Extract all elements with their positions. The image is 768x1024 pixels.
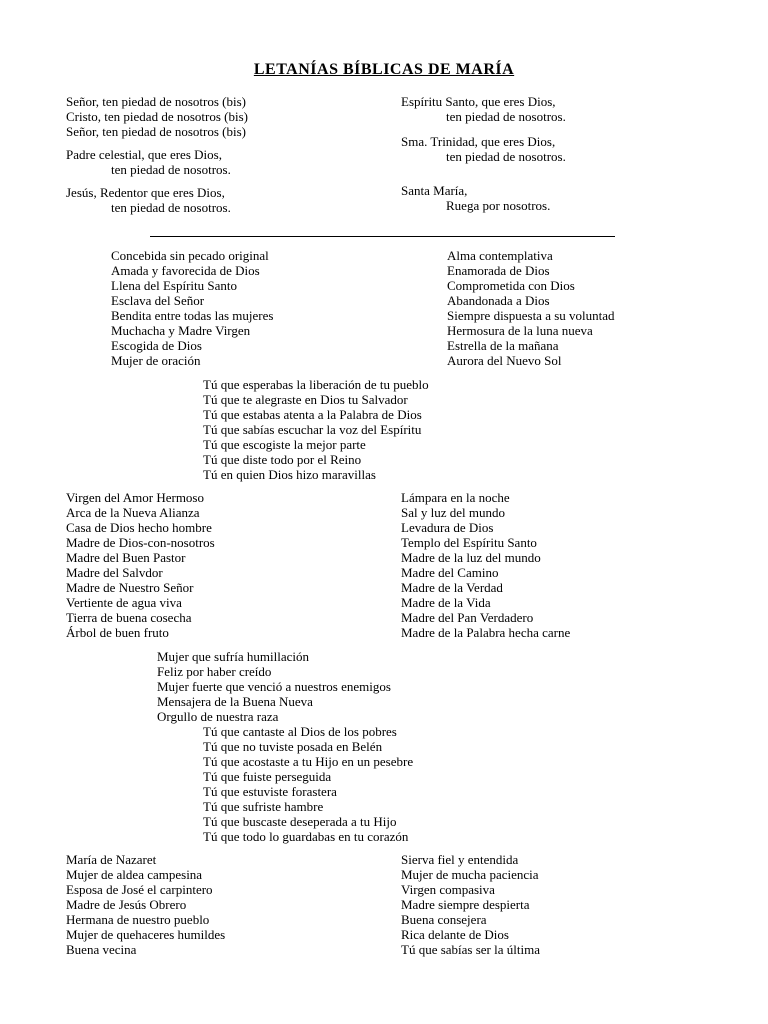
invocation-line: Sma. Trinidad, que eres Dios,	[401, 134, 556, 149]
litany-item: Casa de Dios hecho hombre	[66, 520, 212, 535]
litany-item: Madre siempre despierta	[401, 897, 530, 912]
litany-item: Enamorada de Dios	[447, 263, 550, 278]
section1-left	[111, 248, 273, 368]
litany-item: Mujer de oración	[111, 353, 201, 368]
litany-item: Levadura de Dios	[401, 520, 494, 535]
litany-item: Tú que buscaste deseperada a tu Hijo	[203, 814, 397, 829]
litany-item: Estrella de la mañana	[447, 338, 559, 353]
litany-item: Siempre dispuesta a su voluntad	[447, 308, 615, 323]
litany-item: Mujer de quehaceres humildes	[66, 927, 226, 942]
litany-item: Vertiente de agua viva	[66, 595, 182, 610]
invocation-line: Padre celestial, que eres Dios,	[66, 147, 222, 162]
litany-item: Madre de la Palabra hecha carne	[401, 625, 571, 640]
intro-right	[401, 94, 566, 213]
litany-item: Amada y favorecida de Dios	[111, 263, 260, 278]
litany-item: Tú que acostaste a tu Hijo en un pesebre	[203, 754, 414, 769]
document-title: LETANÍAS BÍBLICAS DE MARÍA	[253, 61, 515, 78]
litany-item: Esposa de José el carpintero	[66, 882, 213, 897]
litany-item: Tú que sabías escuchar la voz del Espíritu	[203, 422, 422, 437]
litany-item: Árbol de buen fruto	[66, 625, 169, 640]
litany-item: Escogida de Dios	[111, 338, 202, 353]
litany-item: Madre de la luz del mundo	[401, 550, 541, 565]
section3-left	[66, 490, 215, 640]
litany-item: Tú que escogiste la mejor parte	[203, 437, 366, 452]
litany-item: Tú que esperabas la liberación de tu pueblo	[203, 377, 429, 392]
litany-item: Madre de la Vida	[401, 595, 491, 610]
litany-item: Concebida sin pecado original	[111, 248, 269, 263]
invocation-line: Espíritu Santo, que eres Dios,	[401, 94, 556, 109]
litany-item: Tú que estabas atenta a la Palabra de Dios	[203, 407, 422, 422]
section-divider	[150, 236, 615, 237]
response-line: ten piedad de nosotros.	[111, 200, 231, 215]
litany-item: Madre de Nuestro Señor	[66, 580, 194, 595]
litany-item: Mensajera de la Buena Nueva	[157, 694, 313, 709]
litany-item: Madre de Jesús Obrero	[66, 897, 187, 912]
litany-item: Hermana de nuestro pueblo	[66, 912, 210, 927]
litany-item: Templo del Espíritu Santo	[401, 535, 537, 550]
invocation-line: Jesús, Redentor que eres Dios,	[66, 185, 225, 200]
litany-item: Madre de Dios-con-nosotros	[66, 535, 215, 550]
litany-item: Arca de la Nueva Alianza	[66, 505, 200, 520]
litany-item: Feliz por haber creído	[157, 664, 272, 679]
litany-item: Esclava del Señor	[111, 293, 205, 308]
litany-item: Tú que estuviste forastera	[203, 784, 337, 799]
invocation-line: Señor, ten piedad de nosotros (bis)	[66, 124, 247, 139]
litany-item: Madre del Buen Pastor	[66, 550, 186, 565]
litany-item: María de Nazaret	[66, 852, 157, 867]
litany-item: Rica delante de Dios	[401, 927, 509, 942]
section6-left	[66, 852, 225, 957]
litany-item: Comprometida con Dios	[447, 278, 575, 293]
section1-right	[447, 248, 615, 368]
litany-item: Madre del Pan Verdadero	[401, 610, 534, 625]
litany-item: Sierva fiel y entendida	[401, 852, 519, 867]
litany-item: Tú en quien Dios hizo maravillas	[203, 467, 376, 482]
litany-item: Madre del Salvdor	[66, 565, 163, 580]
response-line: ten piedad de nosotros.	[111, 162, 231, 177]
litany-item: Virgen compasiva	[401, 882, 495, 897]
litany-item: Madre de la Verdad	[401, 580, 503, 595]
litany-item: Llena del Espíritu Santo	[111, 278, 238, 293]
section6-right	[401, 852, 540, 957]
litany-item: Tierra de buena cosecha	[66, 610, 192, 625]
litany-item: Muchacha y Madre Virgen	[111, 323, 251, 338]
litany-item: Tú que fuiste perseguida	[203, 769, 332, 784]
response-line: Ruega por nosotros.	[446, 198, 551, 213]
litany-item: Tú que sabías ser la última	[401, 942, 540, 957]
litany-item: Tú que sufriste hambre	[203, 799, 324, 814]
litany-item: Buena vecina	[66, 942, 137, 957]
invocation-line: Cristo, ten piedad de nosotros (bis)	[66, 109, 248, 124]
litany-item: Abandonada a Dios	[447, 293, 550, 308]
litany-item: Aurora del Nuevo Sol	[447, 353, 562, 368]
litany-item: Tú que cantaste al Dios de los pobres	[203, 724, 397, 739]
invocation-line: Santa María,	[401, 183, 468, 198]
litany-item: Lámpara en la noche	[401, 490, 510, 505]
litany-item: Tú que diste todo por el Reino	[203, 452, 362, 467]
section3-right	[401, 490, 570, 640]
section5	[203, 724, 413, 844]
litany-item: Bendita entre todas las mujeres	[111, 308, 274, 323]
litany-item: Orgullo de nuestra raza	[157, 709, 279, 724]
section4	[157, 649, 391, 724]
section2	[203, 377, 429, 482]
litany-item: Tú que te alegraste en Dios tu Salvador	[203, 392, 408, 407]
litany-item: Virgen del Amor Hermoso	[66, 490, 204, 505]
response-line: ten piedad de nosotros.	[446, 149, 566, 164]
litany-item: Mujer que sufría humillación	[157, 649, 309, 664]
litany-item: Mujer fuerte que venció a nuestros enemigos	[157, 679, 391, 694]
litany-item: Hermosura de la luna nueva	[447, 323, 593, 338]
litany-item: Madre del Camino	[401, 565, 499, 580]
litany-item: Mujer de aldea campesina	[66, 867, 203, 882]
litany-item: Buena consejera	[401, 912, 487, 927]
litany-item: Tú que no tuviste posada en Belén	[203, 739, 383, 754]
intro-left	[66, 94, 248, 215]
invocation-line: Señor, ten piedad de nosotros (bis)	[66, 94, 247, 109]
response-line: ten piedad de nosotros.	[446, 109, 566, 124]
litany-item: Mujer de mucha paciencia	[401, 867, 539, 882]
litany-item: Alma contemplativa	[447, 248, 553, 263]
litany-item: Tú que todo lo guardabas en tu corazón	[203, 829, 409, 844]
litany-item: Sal y luz del mundo	[401, 505, 505, 520]
